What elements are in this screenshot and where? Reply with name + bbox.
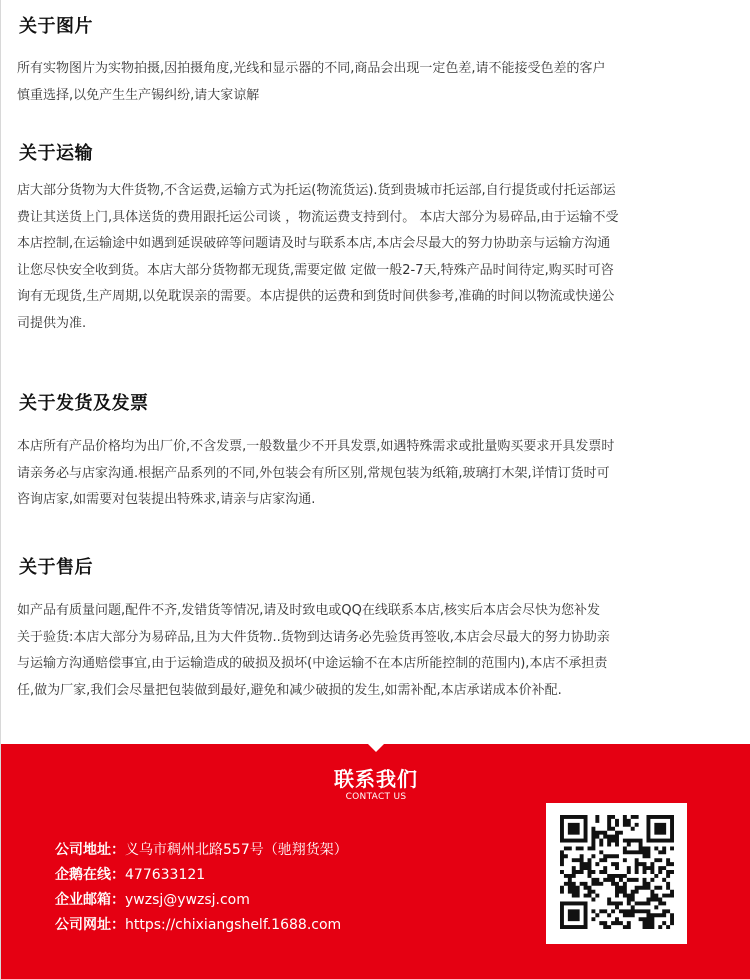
section-text-images: [17, 56, 743, 109]
footer-notch: [368, 744, 384, 752]
contact-qq-value[interactable]: 477633121: [125, 867, 206, 883]
qr-finder-inner: [568, 909, 580, 921]
contact-email-link[interactable]: ywzsj@ywzsj.com: [125, 892, 250, 908]
text-line: 司提供为准.: [17, 315, 87, 331]
section-title-after-sales: 关于售后: [19, 557, 93, 578]
text-line: 慎重选择,以免产生生产锡纠纷,请大家谅解: [17, 87, 260, 103]
section-text-after-sales: [17, 598, 743, 704]
text-line: 店大部分货物为大件货物,不含运费,运输方式为托运(物流货运).货到贵城市托运部,自行提货或付托运部运: [17, 183, 616, 198]
qr-code-icon: [560, 815, 674, 929]
text-line: 与运输方沟通赔偿事宜,由于运输造成的破损及损坏(中途运输不在本店所能控制的范围内),本店不承担责: [17, 656, 608, 671]
contact-address-label: 公司地址：: [55, 842, 125, 858]
contact-address-value: 义乌市稠州北路557号（驰翔货架）: [125, 842, 348, 858]
contact-qq: [55, 864, 205, 884]
text-line: 所有实物图片为实物拍摄,因拍摄角度,光线和显示器的不同,商品会出现一定色差,请不能接受色差的客户: [17, 61, 606, 76]
section-title-images: 关于图片: [19, 16, 93, 37]
qr-finder-inner: [568, 823, 580, 835]
contact-subtitle: CONTACT US: [345, 792, 407, 802]
section-title-invoice: 关于发货及发票: [19, 393, 149, 414]
text-line: 本店所有产品价格均为出厂价,不含发票,一般数量少不开具发票,如遇特殊需求或批量购买要求开具发票时: [17, 439, 615, 454]
section-text-shipping: [17, 178, 743, 337]
text-line: 如产品有质量问题,配件不齐,发错货等情况,请及时致电或QQ在线联系本店,核实后本店会尽快为您补发: [17, 603, 600, 618]
contact-qq-label: 企鹅在线：: [55, 867, 125, 883]
text-line: 本店控制,在运输途中如遇到延误破碎等问题请及时与联系本店,本店会尽最大的努力协助亲与运输方沟通: [17, 236, 611, 251]
text-line: 让您尽快安全收到货。本店大部分货物都无现货,需要定做 定做一般2-7天,特殊产品时间待定,购买时可咨: [17, 262, 614, 278]
text-line: 任,做为厂家,我们会尽量把包装做到最好,避免和减少破损的发生,如需补配,本店承诺成本价补配.: [17, 682, 562, 698]
contact-email: [55, 889, 250, 909]
text-line: 咨询店家,如需要对包装提出特殊求,请亲与店家沟通.: [17, 492, 316, 507]
text-line: 费让其送货上门,具体送货的费用跟托运公司谈 ，物流运费支持到付。 本店大部分为易碎品,由于运输不受: [17, 209, 619, 225]
section-title-shipping: 关于运输: [19, 143, 93, 164]
contact-email-label: 企业邮箱：: [55, 892, 125, 908]
contact-address: [55, 839, 348, 859]
contact-website: [55, 914, 341, 934]
contact-website-link[interactable]: https://chixiangshelf.1688.com: [125, 917, 342, 933]
qr-finder-inner: [654, 823, 666, 835]
text-line: 关于验货:本店大部分为易碎品,且为大件货物..货物到达请务必先验货再签收,本店会尽最大的努力协助亲: [17, 629, 610, 645]
contact-website-label: 公司网址：: [55, 917, 125, 933]
contact-title: 联系我们: [334, 767, 418, 791]
text-line: 请亲务必与店家沟通.根据产品系列的不同,外包装会有所区别,常规包装为纸箱,玻璃打木架,详情订货时可: [17, 465, 610, 481]
text-line: 询有无现货,生产周期,以免耽误亲的需要。本店提供的运费和到货时间供参考,准确的时间以物流或快递公: [17, 289, 615, 304]
section-text-invoice: [17, 434, 743, 514]
qr-code: [546, 803, 687, 944]
